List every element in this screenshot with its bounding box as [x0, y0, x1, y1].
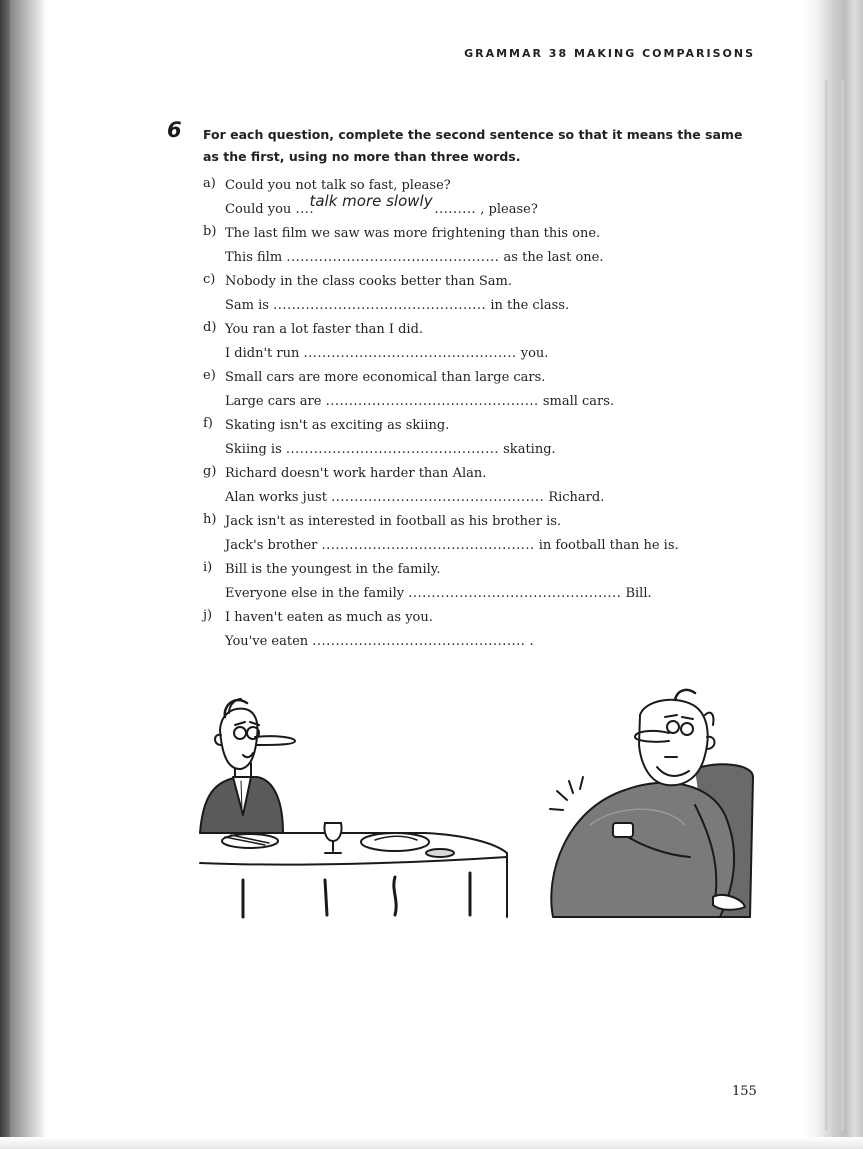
item-prefix: Could you — [225, 202, 292, 217]
exercise-instruction: For each question, complete the second sentence so that it means the same as the first, using no more than three words. — [203, 127, 743, 164]
exercise-item-b — [203, 224, 763, 272]
item-prefix: Alan works just — [225, 490, 327, 505]
item-rewrite — [225, 586, 652, 601]
item-letter: c) — [203, 272, 216, 287]
item-prefix: Large cars are — [225, 394, 322, 409]
item-sentence: The last film we saw was more frightening than this one. — [225, 226, 601, 241]
answer-blank[interactable]: .............................................. — [303, 346, 517, 361]
item-letter: e) — [203, 368, 216, 383]
item-sentence: Could you not talk so fast, please? — [225, 178, 451, 193]
item-suffix: in the class. — [490, 298, 570, 313]
item-letter: d) — [203, 320, 217, 335]
dining-table — [200, 823, 507, 917]
answer-blank[interactable]: .............................................. — [312, 634, 526, 649]
item-prefix: You've eaten — [225, 634, 309, 649]
item-letter: f) — [203, 416, 213, 431]
exercise-number: 6 — [167, 118, 182, 142]
item-sentence: Small cars are more economical than large cars. — [225, 370, 546, 385]
item-prefix: Skiing is — [225, 442, 282, 457]
exercise-item-f — [203, 416, 763, 464]
thin-man-at-table — [200, 699, 295, 833]
item-rewrite — [225, 634, 534, 649]
item-rewrite — [225, 442, 556, 457]
item-suffix: Bill. — [625, 586, 652, 601]
exercise-item-i — [203, 560, 763, 608]
item-rewrite — [225, 298, 569, 313]
item-suffix: you. — [520, 346, 549, 361]
answer-blank[interactable]: .............................................. — [408, 586, 622, 601]
item-rewrite — [225, 250, 603, 265]
page-number: 155 — [732, 1084, 757, 1099]
item-letter: j) — [203, 608, 213, 623]
item-letter: h) — [203, 512, 217, 527]
item-sentence: You ran a lot faster than I did. — [225, 322, 424, 337]
item-sentence: Jack isn't as interested in football as his brother is. — [225, 514, 562, 529]
item-sentence: Richard doesn't work harder than Alan. — [225, 466, 487, 481]
item-letter: g) — [203, 464, 217, 479]
answer-blank[interactable]: .............................................. — [286, 250, 500, 265]
page-bottom-edge — [0, 1137, 863, 1149]
item-sentence: Skating isn't as exciting as skiing. — [225, 418, 450, 433]
item-sentence: I haven't eaten as much as you. — [225, 610, 433, 625]
item-rewrite — [225, 538, 679, 553]
exercise-items — [203, 176, 763, 656]
item-prefix: Everyone else in the family — [225, 586, 405, 601]
item-suffix: Richard. — [548, 490, 605, 505]
item-rewrite — [225, 192, 538, 217]
item-rewrite — [225, 490, 604, 505]
item-letter: a) — [203, 176, 216, 191]
answer-blank[interactable]: .............................................. — [325, 394, 539, 409]
exercise-item-g — [203, 464, 763, 512]
page-right-edge — [803, 0, 863, 1149]
exercise-item-h — [203, 512, 763, 560]
answer-blank[interactable]: .............................................. — [321, 538, 535, 553]
item-suffix: in football than he is. — [538, 538, 679, 553]
item-sentence: Bill is the youngest in the family. — [225, 562, 441, 577]
book-spine-edge — [0, 0, 10, 1149]
exercise-item-a — [203, 176, 763, 224]
item-rewrite — [225, 394, 614, 409]
cartoon-illustration — [195, 685, 765, 920]
exercise-item-d — [203, 320, 763, 368]
item-suffix: , please? — [480, 202, 538, 217]
item-prefix: I didn't run — [225, 346, 300, 361]
item-letter: i) — [203, 560, 213, 575]
running-header: GRAMMAR 38 MAKING COMPARISONS — [464, 47, 755, 60]
item-letter: b) — [203, 224, 217, 239]
answer-blank[interactable]: .... talk more slowly ......... — [295, 192, 477, 217]
answer-blank[interactable]: .............................................. — [285, 442, 499, 457]
item-prefix: This film — [225, 250, 283, 265]
exercise-item-c — [203, 272, 763, 320]
item-sentence: Nobody in the class cooks better than Sam. — [225, 274, 512, 289]
item-prefix: Sam is — [225, 298, 269, 313]
answer-blank[interactable]: .............................................. — [273, 298, 487, 313]
item-prefix: Jack's brother — [225, 538, 318, 553]
fat-man-in-chair — [550, 690, 753, 917]
exercise-item-j — [203, 608, 763, 656]
item-suffix: small cars. — [542, 394, 615, 409]
item-rewrite — [225, 346, 548, 361]
item-suffix: . — [529, 634, 534, 649]
exercise-item-e — [203, 368, 763, 416]
item-suffix: as the last one. — [503, 250, 604, 265]
item-suffix: skating. — [503, 442, 556, 457]
handwritten-answer: talk more slowly — [309, 192, 433, 210]
answer-blank[interactable]: .............................................. — [331, 490, 545, 505]
